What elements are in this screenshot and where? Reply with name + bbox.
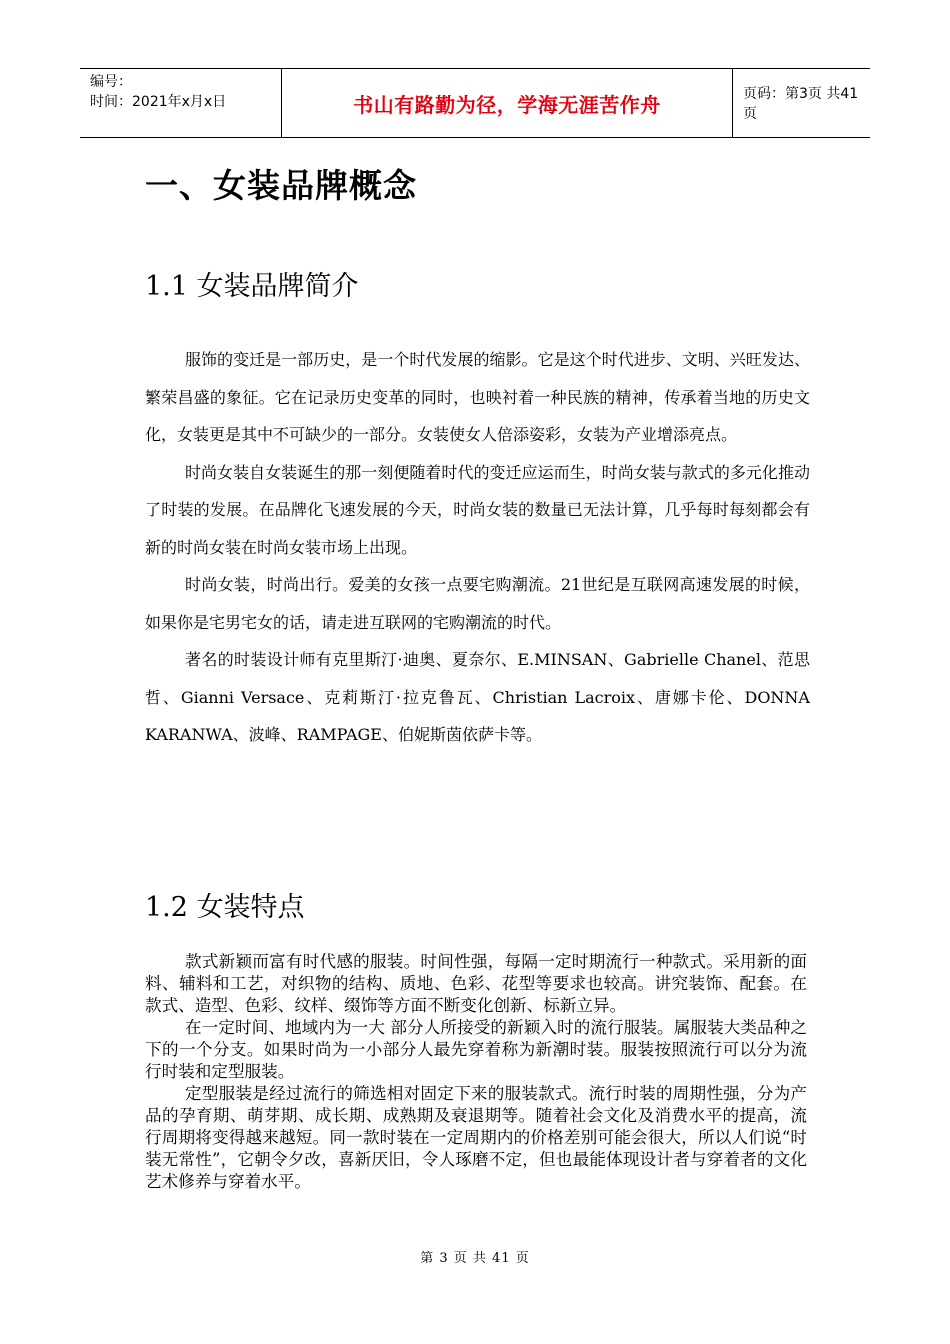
time-label: 时间：2021年x月x日	[90, 94, 227, 110]
document-header	[80, 68, 870, 138]
page-footer: 第 3 页 共 41 页	[420, 1251, 530, 1266]
paragraph: 著名的时装设计师有克里斯汀·迪奥、夏奈尔、E.MINSAN、Gabrielle Chanel、范思哲、Gianni Versace、克莉斯汀·拉克鲁瓦、Christian Lacroix、唐娜卡伦、DONNA KARANWA、波峰、RAMPAGE、伯妮斯茵依萨卡等。	[145, 650, 810, 744]
paragraph: 服饰的变迁是一部历史，是一个时代发展的缩影。它是这个时代进步、文明、兴旺发达、繁荣昌盛的象征。它在记录历史变革的同时，也映衬着一种民族的精神，传承着当地的历史文化，女装更是其中不可缺少的一部分。女装使女人倍添姿彩，女装为产业增添亮点。	[145, 350, 810, 444]
section-heading-1-2: 1.2 女装特点	[145, 892, 305, 923]
paragraph: 在一定时间、地域内为一大 部分人所接受的新颖入时的流行服装。属服装大类品种之下的一个分支。如果时尚为一小部分人最先穿着称为新潮时装。服装按照流行可以分为流行时装和定型服装。	[145, 1018, 807, 1081]
paragraph: 定型服装是经过流行的筛选相对固定下来的服装款式。流行时装的周期性强，分为产品的孕育期、萌芽期、成长期、成熟期及衰退期等。随着社会文化及消费水平的提高，流行周期将变得越来越短。同一款时装在一定周期内的价格差别可能会很大，所以人们说“时装无常性”，它朝令夕改，喜新厌旧，令人琢磨不定，但也最能体现设计者与穿着者的文化艺术修养与穿着水平。	[145, 1084, 807, 1191]
paragraph: 时尚女装自女装诞生的那一刻便随着时代的变迁应运而生，时尚女装与款式的多元化推动了时装的发展。在品牌化飞速发展的今天，时尚女装的数量已无法计算，几乎每时每刻都会有新的时尚女装在时尚女装市场上出现。	[145, 462, 810, 557]
paragraph: 款式新颖而富有时代感的服装。时间性强，每隔一定时期流行一种款式。采用新的面料、辅料和工艺，对织物的结构、质地、色彩、花型等要求也较高。讲究装饰、配套。在款式、造型、色彩、纹样、缀饰等方面不断变化创新、标新立异。	[145, 952, 807, 1015]
section-body-1-2	[145, 951, 807, 1193]
section-body-1-1	[145, 341, 810, 754]
page-title: 一、女装品牌概念	[145, 166, 417, 205]
header-page-info: 页码：第3页 共41页	[743, 86, 859, 122]
header-meta-cell	[80, 69, 282, 137]
section-heading-1-1: 1.1 女装品牌简介	[145, 271, 359, 302]
number-label: 编号：	[90, 74, 132, 90]
paragraph: 时尚女装，时尚出行。爱美的女孩一点要宅购潮流。21世纪是互联网高速发展的时候，如果你是宅男宅女的话，请走进互联网的宅购潮流的时代。	[145, 575, 810, 632]
header-motto: 书山有路勤为径，学海无涯苦作舟	[282, 69, 733, 137]
